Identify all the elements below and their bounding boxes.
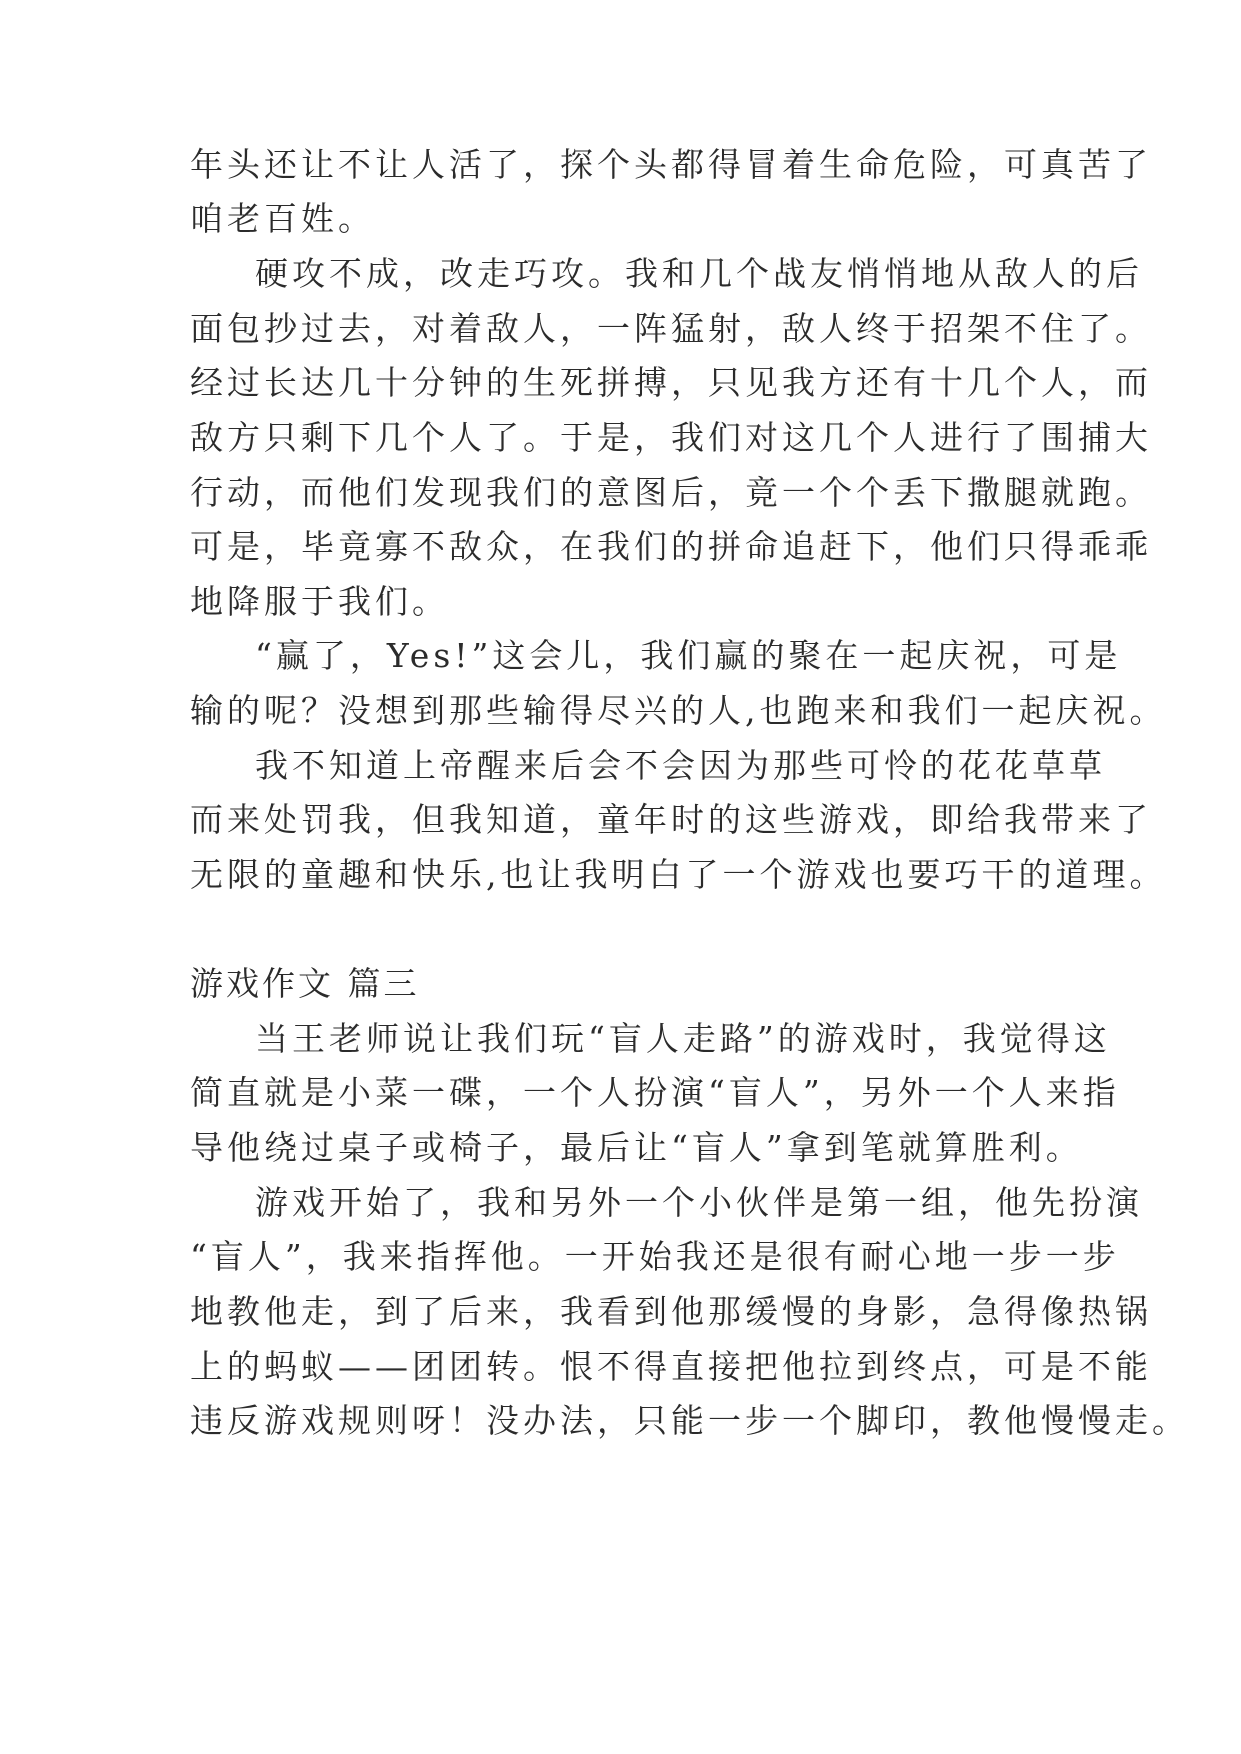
section-heading: 游戏作文 篇三 [190,964,420,1003]
paragraph-line: 输的呢？没想到那些输得尽兴的人,也跑来和我们一起庆祝。 [190,691,1167,730]
paragraph-line: 敌方只剩下几个人了。于是，我们对这几个人进行了围捕大 [190,418,1152,457]
paragraph-line: 而来处罚我，但我知道，童年时的这些游戏，即给我带来了 [190,800,1152,839]
paragraph-line: “盲人”，我来指挥他。一开始我还是很有耐心地一步一步 [190,1237,1120,1276]
paragraph-line: 面包抄过去，对着敌人，一阵猛射，敌人终于招架不住了。 [190,309,1152,348]
paragraph-line: 硬攻不成，改走巧攻。我和几个战友悄悄地从敌人的后 [255,254,1143,293]
paragraph-line: 经过长达几十分钟的生死拼搏，只见我方还有十几个人，而 [190,363,1152,402]
paragraph-line: 上的蚂蚁——团团转。恨不得直接把他拉到终点，可是不能 [190,1347,1152,1386]
paragraph-line: 无限的童趣和快乐,也让我明白了一个游戏也要巧干的道理。 [190,855,1167,894]
paragraph-line: 地教他走，到了后来，我看到他那缓慢的身影，急得像热锅 [190,1292,1152,1331]
paragraph-line: 违反游戏规则呀！没办法，只能一步一个脚印，教他慢慢走。 [190,1401,1189,1440]
paragraph-line: 我不知道上帝醒来后会不会因为那些可怜的花花草草 [255,746,1106,785]
paragraph-line: 游戏开始了，我和另外一个小伙伴是第一组，他先扮演 [255,1183,1143,1222]
paragraph-line: 简直就是小菜一碟，一个人扮演“盲人”，另外一个人来指 [190,1073,1120,1112]
paragraph-line: 导他绕过桌子或椅子，最后让“盲人”拿到笔就算胜利。 [190,1128,1083,1167]
paragraph-line: 咱老百姓。 [190,199,375,238]
paragraph-line: 年头还让不让人活了，探个头都得冒着生命危险，可真苦了 [190,145,1152,184]
paragraph-line: “赢了，Yes!”这会儿，我们赢的聚在一起庆祝，可是 [255,636,1122,675]
paragraph-line: 可是，毕竟寡不敌众，在我们的拼命追赶下，他们只得乖乖 [190,527,1152,566]
paragraph-line: 地降服于我们。 [190,582,449,621]
paragraph-line: 行动，而他们发现我们的意图后，竟一个个丢下撒腿就跑。 [190,473,1152,512]
paragraph-line: 当王老师说让我们玩“盲人走路”的游戏时，我觉得这 [255,1019,1111,1058]
